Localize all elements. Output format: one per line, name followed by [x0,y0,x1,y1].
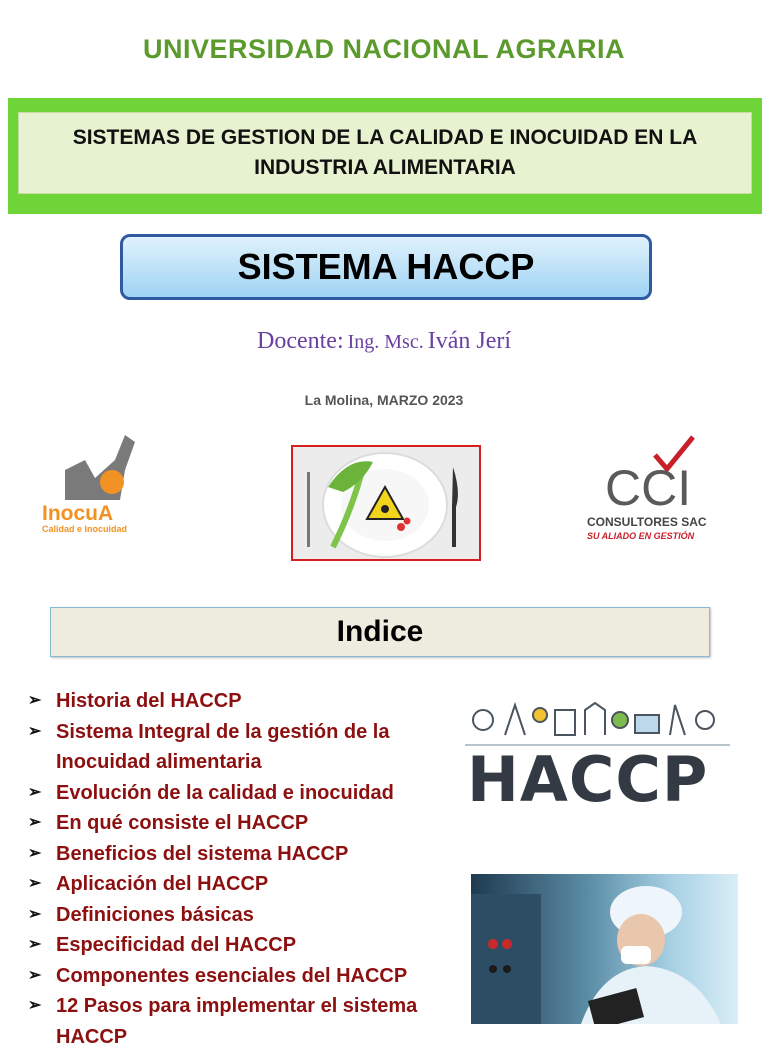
index-item: ➢ En qué consiste el HACCP [28,808,468,839]
docente-name: Iván Jerí [427,328,512,354]
index-item: ➢ Evolución de la calidad e inocuidad [28,778,468,809]
index-item: ➢ 12 Pasos para implementar el sistema HACCP [28,991,468,1052]
university-title: UNIVERSIDAD NACIONAL AGRARIA [142,34,626,64]
cci-logo-graphic [585,435,715,550]
arrow-bullet-icon: ➢ [28,875,42,892]
microscope-icon [473,710,493,730]
inocua-tagline: Calidad e Inocuidad [42,524,128,534]
place-date: La Molina, MARZO 2023 [304,392,464,408]
inocua-name: InocuA [42,502,114,525]
inocua-logo-graphic [40,430,150,540]
index-item: ➢ Componentes esenciales del HACCP [28,961,468,992]
index-item: ➢ Especificidad del HACCP [28,930,468,961]
index-item: ➢ Historia del HACCP [28,686,468,717]
arrow-bullet-icon: ➢ [28,692,42,709]
index-heading: Indice [336,615,424,648]
plate-image [291,445,481,561]
inocua-logo [40,430,150,540]
arrow-bullet-icon: ➢ [28,844,42,862]
arrow-bullet-icon: ➢ [28,814,42,831]
person-icon [696,711,714,729]
haccp-logo [465,695,730,825]
docente-label: Docente: [256,328,344,354]
cci-company: CONSULTORES SAC [587,515,707,529]
course-title: SISTEMAS DE GESTION DE LA CALIDAD E INOCUIDAD EN LA INDUSTRIA ALIMENTARIA [72,126,698,179]
arrow-bullet-icon: ➢ [28,722,42,740]
arrow-bullet-icon: ➢ [28,905,42,923]
flask-icon [585,703,605,735]
plate-hazard-illustration [293,447,479,559]
arrow-bullet-icon: ➢ [28,936,42,953]
index-heading-box [50,607,710,657]
index-item: ➢ Beneficios del sistema HACCP [28,839,468,870]
lab-worker-photo [471,874,738,1024]
haccp-word: HACCP [467,743,709,816]
presentation-title-box [120,234,652,300]
index-item: ➢ Sistema Integral de la gestión de la Inocuidad alimentaria [28,717,468,778]
index-list [28,686,468,1052]
course-banner-inner [18,112,752,194]
monitor-icon [555,710,575,735]
arrow-bullet-icon: ➢ [28,997,42,1014]
presentation-title: SISTEMA HACCP [237,246,535,287]
course-banner [8,98,762,214]
docente-title: Ing. Msc. [347,331,424,353]
lab-icon [505,705,525,735]
arrow-bullet-icon: ➢ [28,966,42,984]
docente-line [0,328,768,355]
cci-name: CCI [605,460,692,516]
cci-tagline: SU ALIADO EN GESTIÓN [587,531,695,541]
index-item: ➢ Aplicación del HACCP [28,869,468,900]
test-tube-icon [670,705,685,735]
cci-logo [585,435,715,550]
lab-worker-illustration [471,874,738,1024]
fork-icon [307,472,310,547]
arrow-bullet-icon: ➢ [28,783,42,801]
index-item: ➢ Definiciones básicas [28,900,468,931]
